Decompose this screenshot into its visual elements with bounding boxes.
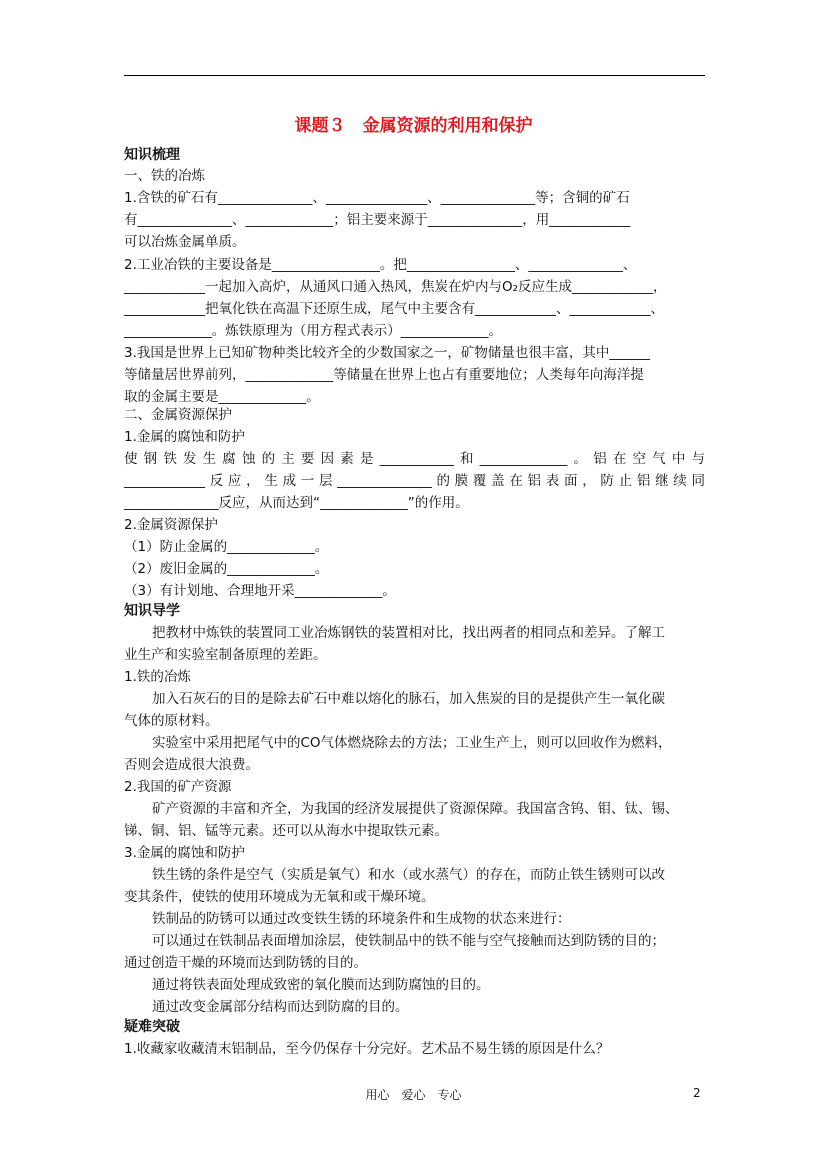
text-line: 变其条件，使铁的使用环境成为无氧和或干燥环境。 (124, 889, 435, 905)
text-line: 矿产资源的丰富和齐全，为我国的经济发展提供了资源保障。我国富含钨、钼、钛、锡、 (152, 801, 679, 817)
text-line: 加入石灰石的目的是除去矿石中难以熔化的脉石，加入焦炭的目的是提供产生一氧化碳 (152, 691, 665, 707)
text-line: 2.工业冶铁的主要设备是________________。把________________、______________、 (124, 257, 637, 273)
text-line: 通过创造干燥的环境而达到防锈的目的。 (124, 955, 367, 971)
text-line: 铁制品的防锈可以通过改变铁生锈的环境条件和生成物的状态来进行： (152, 911, 571, 927)
text-line: 有______________、_____________；铝主要来源于______________，用____________ (124, 212, 631, 228)
text-line: 把教材中炼铁的装置同工业冶炼钢铁的装置相对比，找出两者的相同点和差异。了解工 (152, 625, 665, 641)
text-line: 2.我国的矿产资源 (124, 779, 232, 795)
page-title: 课题３ 金属资源的利用和保护 (294, 116, 533, 136)
text-line: ____________一起加入高炉，从通风口通入热风，焦炭在炉内与O₂反应生成____________， (124, 279, 667, 295)
text-line: 使钢铁发生腐蚀的主要因素是___________和_____________。铝在空气中与 (124, 451, 705, 467)
text-line: 可以通过在铁制品表面增加涂层，使铁制品中的铁不能与空气接触而达到防锈的目的； (152, 933, 665, 949)
text-line: ____________把氧化铁在高温下还原生成，尾气中主要含有____________、____________、 (124, 301, 664, 317)
text-line: 气体的原材料。 (124, 713, 219, 729)
text-line: 2.金属资源保护 (124, 517, 218, 533)
text-line: 等储量居世界前列，_____________等储量在世界上也占有重要地位；人类每年向海洋提 (124, 367, 644, 383)
text-line: 通过改变金属部分结构而达到防腐的目的。 (152, 999, 409, 1015)
question-line: 1.收藏家收藏清末铝制品，至今仍保存十分完好。艺术品不易生锈的原因是什么？ (124, 1041, 610, 1057)
section-heading-difficulties: 疑难突破 (124, 1019, 180, 1035)
section-heading-knowledge-review: 知识梳理 (124, 147, 180, 163)
text-line: （1）防止金属的_____________。 (124, 539, 329, 555)
text-line: 3.金属的腐蚀和防护 (124, 845, 245, 861)
section-heading-study-guide: 知识导学 (124, 603, 180, 619)
text-line: 3.我国是世界上已知矿物种类比较齐全的少数国家之一，矿物储量也很丰富，其中______ (124, 345, 650, 361)
subsection-heading: 二、金属资源保护 (124, 407, 232, 423)
text-line: 铁生锈的条件是空气（实质是氧气）和水（或水蒸气）的存在，而防止铁生锈则可以改 (152, 867, 665, 883)
text-line: 业生产和实验室制备原理的差距。 (124, 647, 327, 663)
text-line: 1.铁的冶炼 (124, 669, 191, 685)
text-line: ____________反应，生成一层______________的膜覆盖在铝表面，防止铝继续同 (124, 473, 705, 489)
text-line: 通过将铁表面处理成致密的氧化膜而达到防腐蚀的目的。 (152, 977, 490, 993)
text-line: 1.金属的腐蚀和防护 (124, 429, 245, 445)
text-line: 实验室中采用把尾气中的CO气体燃烧除去的方法；工业生产上，则可以回收作为燃料， (152, 735, 672, 751)
text-line: 1.含铁的矿石有______________、_______________、______________等；含铜的矿石 (124, 190, 630, 206)
text-line: 取的金属主要是_____________。 (124, 389, 320, 405)
text-line: 可以冶炼金属单质。 (124, 234, 246, 250)
text-line: 锑、铜、铝、锰等元素。还可以从海水中提取铁元素。 (124, 823, 448, 839)
page-footer: 用心 爱心 专心 (365, 1088, 462, 1102)
page-number: 2 (693, 1086, 701, 1100)
text-line: （2）废旧金属的_____________。 (124, 561, 329, 577)
header-rule (124, 75, 705, 76)
text-line: 否则会造成很大浪费。 (124, 757, 259, 773)
subsection-heading: 一、铁的冶炼 (124, 168, 205, 184)
text-line: _____________。炼铁原理为（用方程式表示）_____________。 (124, 323, 502, 339)
text-line: ______________反应，从而达到“_____________”的作用。 (124, 495, 469, 511)
text-line: （3）有计划地、合理地开采_____________。 (124, 583, 396, 599)
